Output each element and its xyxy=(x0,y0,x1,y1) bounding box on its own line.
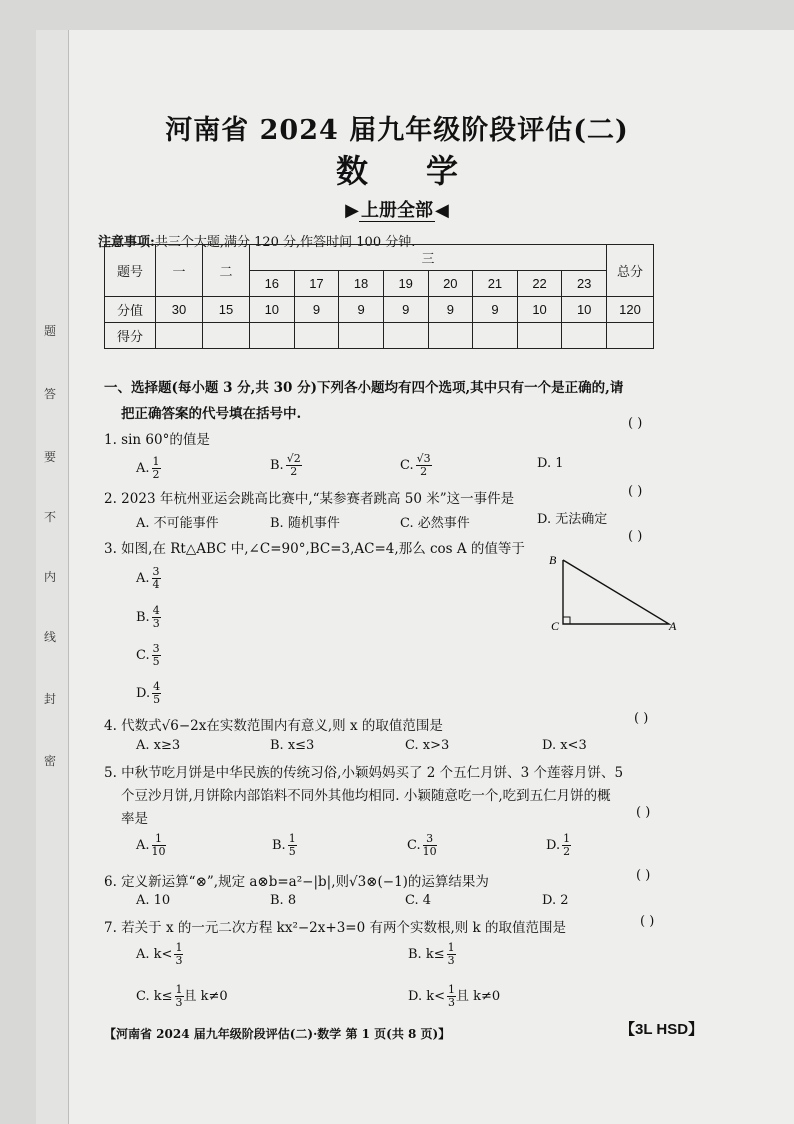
q3-option-a: A. $\frac{3}{4}$ xyxy=(136,565,160,591)
margin-char: 要 xyxy=(43,450,56,464)
q2-option-b: B. 随机事件 xyxy=(270,516,340,531)
scope-label xyxy=(0,196,794,222)
q5-option-d: D. $\frac{1}{2}$ xyxy=(546,832,571,858)
answer-paren: ( ) xyxy=(634,711,649,726)
q-num-cell: 21 xyxy=(473,271,518,297)
score-cell: 9 xyxy=(339,297,384,323)
q4-option-b: B. x≤3 xyxy=(270,738,315,753)
answer-paren: ( ) xyxy=(636,805,651,820)
exam-code-tag: 【3L HSD】 xyxy=(620,1021,704,1038)
q7-option-c: C. k≤ $\frac{1}{3}$ 且 k≠0 xyxy=(136,983,228,1009)
q-num-cell: 18 xyxy=(339,271,384,297)
got-cell xyxy=(250,323,295,349)
q-num-cell: 17 xyxy=(294,271,339,297)
page-footer: 【河南省 2024 届九年级阶段评估(二)·数学 第 1 页(共 8 页)】 xyxy=(104,1027,451,1041)
q4-stem: 4. 代数式√6−2x在实数范围内有意义,则 x 的取值范围是 xyxy=(104,718,443,734)
row-label-got: 得分 xyxy=(105,323,156,349)
got-cell xyxy=(203,323,250,349)
q1-option-c: C. $\frac{√3}{2}$ xyxy=(400,452,431,478)
margin-char: 封 xyxy=(43,692,56,706)
row-label-no: 题号 xyxy=(105,245,156,297)
score-cell: 10 xyxy=(517,297,562,323)
q-num-cell: 16 xyxy=(250,271,295,297)
score-cell: 15 xyxy=(203,297,250,323)
margin-char: 答 xyxy=(43,387,56,401)
margin-char: 线 xyxy=(43,630,56,644)
q2-option-d: D. 无法确定 xyxy=(537,512,608,527)
triangle-label-c: C xyxy=(551,619,560,633)
q1-option-a: A. $\frac{1}{2}$ xyxy=(136,455,160,481)
q5-stem: 5. 中秋节吃月饼是中华民族的传统习俗,小颖妈妈买了 2 个五仁月饼、3 个莲蓉月饼、5 xyxy=(104,765,624,781)
score-cell: 30 xyxy=(156,297,203,323)
score-cell: 9 xyxy=(428,297,473,323)
q4-option-a: A. x≥3 xyxy=(136,738,181,753)
total-header: 总分 xyxy=(607,245,654,297)
q7-option-b: B. k≤ $\frac{1}{3}$ xyxy=(408,941,455,967)
got-cell xyxy=(562,323,607,349)
triangle-label-b: B xyxy=(549,553,557,567)
arrow-right-icon: ▶ xyxy=(345,200,359,221)
q7-option-a: A. k< $\frac{1}{3}$ xyxy=(136,941,183,967)
q-num-cell: 22 xyxy=(517,271,562,297)
answer-paren: ( ) xyxy=(636,868,651,883)
q2-option-a: A. 不可能事件 xyxy=(136,516,219,531)
score-cell: 9 xyxy=(294,297,339,323)
q3-stem: 3. 如图,在 Rt△ABC 中,∠C=90°,BC=3,AC=4,那么 cos A 的值等于 xyxy=(104,541,525,557)
q7-stem: 7. 若关于 x 的一元二次方程 kx²−2x+3=0 有两个实数根,则 k 的取值范围是 xyxy=(104,920,567,936)
notice-label: 注意事项: xyxy=(98,235,155,250)
q5-stem-3: 率是 xyxy=(121,811,148,827)
row-label-score: 分值 xyxy=(105,297,156,323)
section-1-heading: 一、选择题(每小题 3 分,共 30 分)下列各小题均有四个选项,其中只有一个是正确的,请 xyxy=(104,380,624,396)
q6-option-d: D. 2 xyxy=(542,893,569,908)
q6-option-b: B. 8 xyxy=(270,893,297,908)
q6-option-c: C. 4 xyxy=(405,893,432,908)
q5-option-c: C. $\frac{3}{10}$ xyxy=(407,832,437,858)
q1-option-d: D. 1 xyxy=(537,456,564,471)
total-score-cell: 120 xyxy=(607,297,654,323)
q5-stem-2: 个豆沙月饼,月饼除内部馅料不同外其他均相同. 小颖随意吃一个,吃到五仁月饼的概 xyxy=(121,788,611,804)
q3-option-b: B. $\frac{4}{3}$ xyxy=(136,604,160,630)
margin-char: 内 xyxy=(43,570,56,584)
score-table xyxy=(104,244,654,349)
q2-stem: 2. 2023 年杭州亚运会跳高比赛中,“某参赛者跳高 50 米”这一事件是 xyxy=(104,491,515,507)
got-cell xyxy=(383,323,428,349)
q6-option-a: A. 10 xyxy=(136,893,171,908)
got-cell xyxy=(517,323,562,349)
q5-option-b: B. $\frac{1}{5}$ xyxy=(272,832,296,858)
q3-option-d: D. $\frac{4}{5}$ xyxy=(136,680,161,706)
triangle-figure xyxy=(545,552,685,636)
q2-option-c: C. 必然事件 xyxy=(400,516,470,531)
score-cell: 9 xyxy=(473,297,518,323)
q3-option-c: C. $\frac{3}{5}$ xyxy=(136,642,160,668)
margin-char: 密 xyxy=(43,754,56,768)
got-cell xyxy=(607,323,654,349)
exam-title: 河南省 2024 届九年级阶段评估(二) xyxy=(165,115,629,146)
got-cell xyxy=(339,323,384,349)
answer-paren: ( ) xyxy=(640,914,655,929)
section-2-header: 二 xyxy=(203,245,250,297)
subject-title: 数学 xyxy=(335,152,516,190)
section-1-heading-2: 把正确答案的代号填在括号中. xyxy=(121,406,302,422)
got-cell xyxy=(473,323,518,349)
margin-char: 不 xyxy=(43,510,56,524)
answer-paren: ( ) xyxy=(628,416,643,431)
got-cell xyxy=(294,323,339,349)
arrow-left-icon: ◀ xyxy=(435,200,449,221)
section-1-header: 一 xyxy=(156,245,203,297)
q4-option-c: C. x>3 xyxy=(405,738,450,753)
got-cell xyxy=(156,323,203,349)
scope-text: 上册全部 xyxy=(361,200,433,221)
score-cell: 10 xyxy=(562,297,607,323)
q5-option-a: A. $\frac{1}{10}$ xyxy=(136,832,166,858)
score-cell: 10 xyxy=(250,297,295,323)
q4-option-d: D. x<3 xyxy=(542,738,587,753)
q7-option-d: D. k< $\frac{1}{3}$ 且 k≠0 xyxy=(408,983,501,1009)
q-num-cell: 20 xyxy=(428,271,473,297)
q6-stem: 6. 定义新运算“⊗”,规定 a⊗b=a²−|b|,则√3⊗(−1)的运算结果为 xyxy=(104,874,489,890)
triangle-label-a: A xyxy=(669,619,677,633)
q1-stem: 1. sin 60°的值是 xyxy=(104,432,210,448)
margin-char: 题 xyxy=(43,324,56,338)
got-cell xyxy=(428,323,473,349)
score-cell: 9 xyxy=(383,297,428,323)
q-num-cell: 23 xyxy=(562,271,607,297)
q-num-cell: 19 xyxy=(383,271,428,297)
q1-option-b: B. $\frac{√2}{2}$ xyxy=(270,452,301,478)
section-3-header: 三 xyxy=(250,245,607,271)
answer-paren: ( ) xyxy=(628,484,643,499)
answer-paren: ( ) xyxy=(628,529,643,544)
notice-text: 共三个大题,满分 120 分,作答时间 100 分钟. xyxy=(154,235,416,250)
